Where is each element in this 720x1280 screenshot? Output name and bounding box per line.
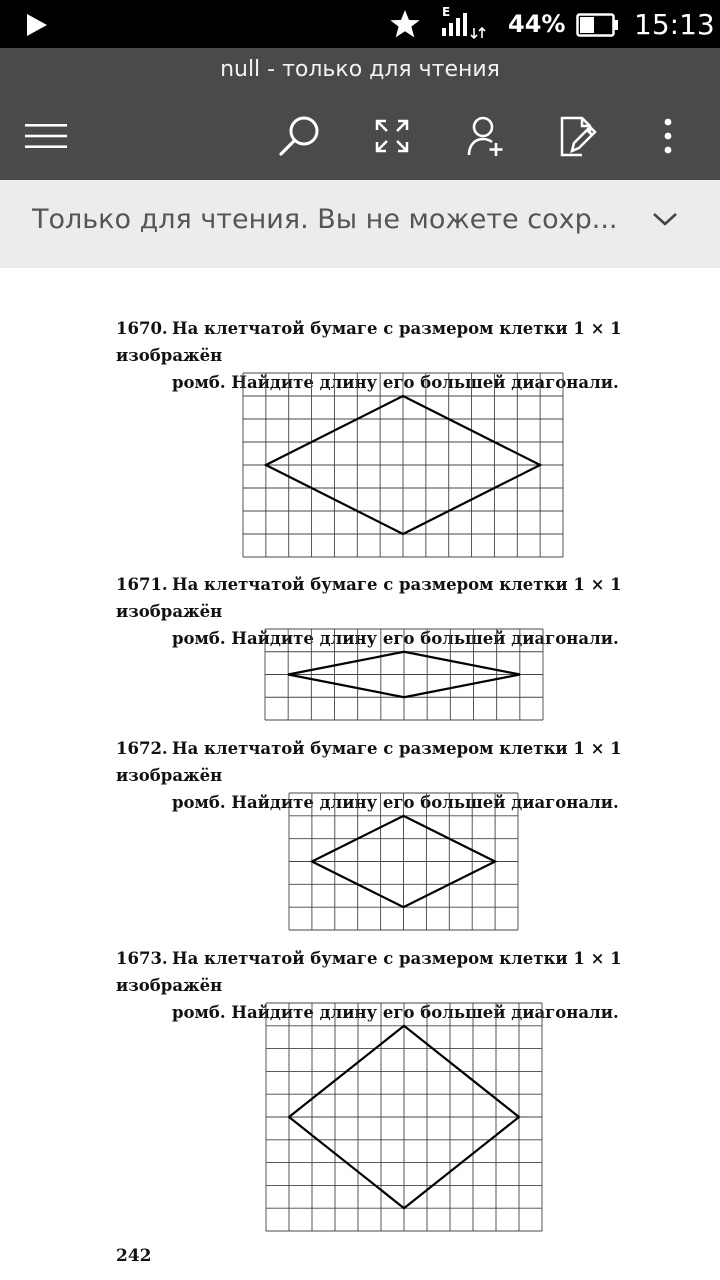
problem-text-line1: На клетчатой бумаге с размером клетки 1 × 1 изображён (116, 575, 622, 621)
clock: 15:13 (634, 8, 715, 41)
search-button[interactable] (272, 110, 328, 162)
signal-icon (440, 4, 492, 48)
menu-button[interactable] (18, 110, 74, 162)
problem-text-line2: ромб. Найдите длину его большей диагонали. (172, 793, 619, 812)
battery-icon (576, 12, 620, 42)
chevron-down-icon[interactable] (652, 211, 678, 231)
problem-number: 1672. (116, 739, 168, 758)
more-vert-icon (663, 118, 673, 154)
status-bar (0, 0, 720, 48)
play-icon (26, 13, 48, 41)
problem-number: 1671. (116, 575, 168, 594)
star-icon (389, 8, 421, 44)
menu-icon (25, 122, 67, 150)
search-icon (278, 114, 322, 158)
problem-text-line2: ромб. Найдите длину его большей диагонали. (172, 373, 619, 392)
app-bar (0, 48, 720, 180)
problem-text-line2: ромб. Найдите длину его большей диагонали. (172, 1003, 619, 1022)
edit-document-button[interactable] (550, 110, 606, 162)
rhombus-figure-1673 (265, 1002, 543, 1232)
problem-text-line1: На клетчатой бумаге с размером клетки 1 × 1 изображён (116, 949, 622, 995)
rhombus-figure-1672 (288, 792, 519, 931)
read-only-banner[interactable] (0, 180, 720, 268)
more-options-button[interactable] (640, 110, 696, 162)
problem-number: 1673. (116, 949, 168, 968)
document-page[interactable] (0, 268, 720, 1280)
problem-text-line1: На клетчатой бумаге с размером клетки 1 × 1 изображён (116, 319, 622, 365)
edit-document-icon (558, 115, 598, 157)
app-title: null - только для чтения (220, 57, 500, 82)
fullscreen-icon (374, 118, 410, 154)
page-number: 242 (116, 1246, 152, 1266)
rhombus-figure-1670 (242, 372, 564, 558)
add-user-button[interactable] (458, 110, 514, 162)
network-type-label: E (442, 5, 451, 19)
add-user-icon (466, 115, 506, 157)
problem-text-line2: ромб. Найдите длину его большей диагонали. (172, 629, 619, 648)
battery-percent: 44% (508, 10, 566, 38)
rhombus-figure-1671 (264, 628, 544, 721)
read-only-message: Только для чтения. Вы не можете сохр... (32, 204, 618, 235)
fullscreen-button[interactable] (364, 110, 420, 162)
problem-number: 1670. (116, 319, 168, 338)
problem-text-line1: На клетчатой бумаге с размером клетки 1 × 1 изображён (116, 739, 622, 785)
